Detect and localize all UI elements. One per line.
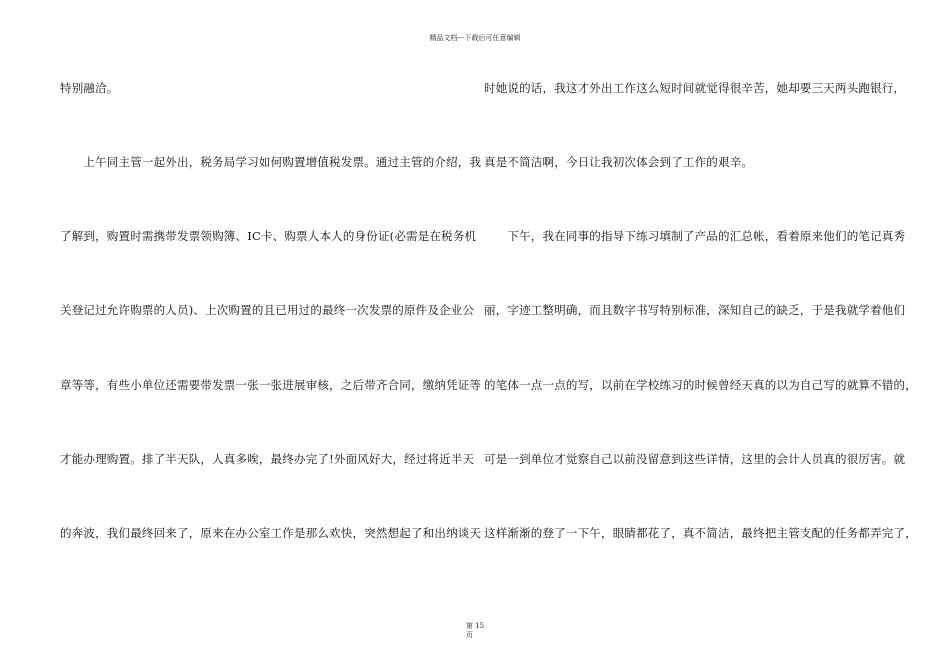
page-number: 15 (475, 622, 485, 630)
page-label-bottom: 页 (465, 631, 473, 639)
paragraph-line: 关登记过允许购票的人员)、上次购置的且已用过的最终一次发票的原件及企业公 (60, 303, 475, 317)
paragraph-line: 的奔波，我们最终回来了，原来在办公室工作是那么欢快，突然想起了和出纳谈天 (60, 526, 482, 540)
paragraph-line: 上午同主管一起外出，税务局学习如何购置增值税发票。通过主管的介绍，我 (60, 155, 482, 169)
paragraph-line: 真是不简洁啊，今日让我初次体会到了工作的艰辛。 (484, 155, 754, 169)
paragraph-line: 丽，字迹工整明确，而且数字书写特别标准，深知自己的缺乏，于是我就学着他们 (484, 303, 906, 317)
paragraph-line: 特别融洽。 (60, 81, 119, 95)
paragraph-line: 可是一到单位才觉察自己以前没留意到这些详情，这里的会计人员真的很厉害。就 (484, 452, 906, 466)
page-header: 精品文档---下载后可任意编辑 (429, 34, 521, 42)
paragraph-line: 的笔体一点一点的写，以前在学校练习的时候曾经天真的以为自己写的就算不错的， (484, 378, 917, 392)
page-number-block (466, 622, 484, 640)
page-label-top: 第 (465, 622, 473, 630)
paragraph-line: 时她说的话，我这才外出工作这么短时间就觉得很辛苦，她却要三天两头跑银行， (484, 81, 906, 95)
paragraph-line: 章等等，有些小单位还需要带发票一张一张进展审核，之后带齐合同，缴纳凭证等 (60, 378, 482, 392)
paragraph-line: 这样渐渐的登了一下午，眼睛都花了，真不简洁，最终把主管支配的任务都弄完了， (484, 526, 917, 540)
page-footer (0, 622, 950, 640)
paragraph-line: 了解到，购置时需携带发票领购簿、IC卡、购票人本人的身份证(必需是在税务机 (60, 229, 477, 243)
paragraph-line: 才能办理购置。排了半天队，人真多唉，最终办完了!外面风好大，经过将近半天 (60, 452, 475, 466)
paragraph-line: 下午，我在同事的指导下练习填制了产品的汇总帐，看着原来他们的笔记真秀 (484, 229, 906, 243)
